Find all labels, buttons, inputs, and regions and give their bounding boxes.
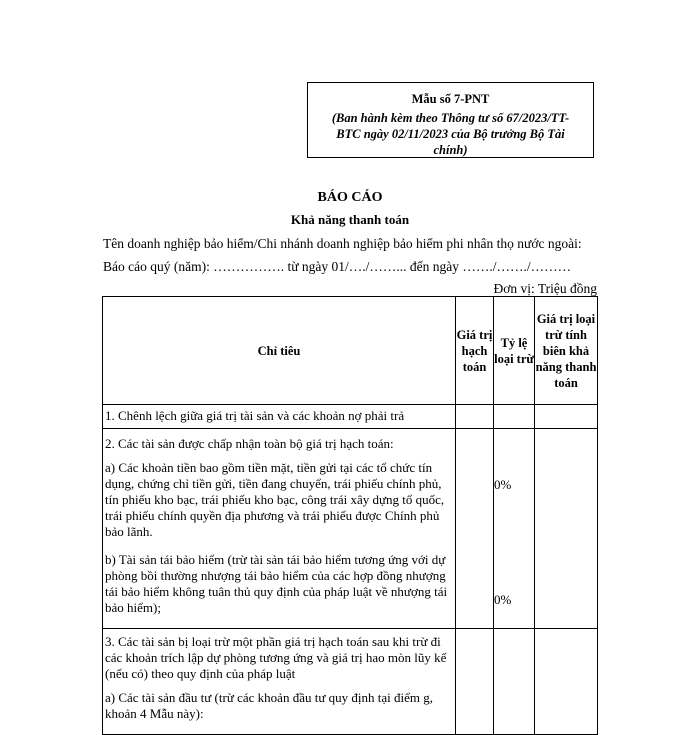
row-2a-rate: 0% xyxy=(494,477,512,492)
table-header-row xyxy=(103,297,598,405)
report-title: BÁO CÁO xyxy=(317,190,383,205)
row-3-rate[interactable] xyxy=(494,629,535,735)
row-3-excluded[interactable] xyxy=(535,629,598,735)
row-2-label-cell xyxy=(103,429,456,629)
header-exclusion-rate: Tỷ lệ loại trừ xyxy=(494,297,535,405)
report-period-line: Báo cáo quý (năm): ……………. từ ngày 01/…./……... đến ngày ……./……./……… xyxy=(103,259,572,274)
header-excluded-value: Giá trị loại trừ tính biên khả năng thanh toán xyxy=(535,297,598,405)
row-2-excluded[interactable] xyxy=(535,429,598,629)
row-1-rate[interactable] xyxy=(494,405,535,429)
table-row xyxy=(103,405,598,429)
row-2-rate-cell[interactable] xyxy=(494,429,535,629)
form-code: Mẫu số 7-PNT xyxy=(411,92,490,106)
row-1-label: 1. Chênh lệch giữa giá trị tài sản và các khoản nợ phải trả xyxy=(103,405,456,429)
row-1-excluded[interactable] xyxy=(535,405,598,429)
row-1-book-value[interactable] xyxy=(456,405,494,429)
row-2a-label: a) Các khoản tiền bao gồm tiền mặt, tiền gửi tại các tổ chức tín dụng, chứng chỉ tiền gửi, tiền đang chuyển, trái phiếu chính phủ, tín phiếu kho bạc, trái phiếu kho bạc, công trái xây dựng tổ quốc, trái phiếu chính quyền địa phương và trái phiếu được Chính phủ bảo lãnh. xyxy=(105,460,445,539)
header-indicator: Chỉ tiêu xyxy=(103,297,456,405)
row-3a-label: a) Các tài sản đầu tư (trừ các khoản đầu tư quy định tại điểm g, khoản 4 Mẫu này): xyxy=(105,690,433,721)
table-row xyxy=(103,429,598,629)
row-3-label: 3. Các tài sản bị loại trừ một phần giá trị hạch toán sau khi trừ đi các khoản trích lập dự phòng tương ứng và giá trị hao mòn lũy kế (nếu có) theo quy định của pháp luật xyxy=(105,634,447,681)
header-book-value: Giá trị hạch toán xyxy=(456,297,494,405)
row-3-label-cell xyxy=(103,629,456,735)
solvency-table xyxy=(102,296,598,735)
row-2-label: 2. Các tài sản được chấp nhận toàn bộ giá trị hạch toán: xyxy=(105,436,394,451)
currency-unit: Đơn vị: Triệu đồng xyxy=(493,281,597,296)
row-2b-rate: 0% xyxy=(494,592,512,607)
report-subtitle: Khả năng thanh toán xyxy=(290,212,410,227)
enterprise-name-line: Tên doanh nghiệp bảo hiểm/Chi nhánh doanh nghiệp bảo hiểm phi nhân thọ nước ngoài: xyxy=(103,236,582,251)
table-row xyxy=(103,629,598,735)
form-code-box xyxy=(307,82,594,158)
row-2-book-value[interactable] xyxy=(456,429,494,629)
form-issued-note: (Ban hành kèm theo Thông tư số 67/2023/TT-BTC ngày 02/11/2023 của Bộ trưởng Bộ Tài chính) xyxy=(331,111,570,157)
row-2b-label: b) Tài sản tái bảo hiểm (trừ tài sản tái bảo hiểm tương ứng với dự phòng bồi thường nhượng tái bảo hiểm của các hợp đồng nhượng tái bảo hiểm không tuân thủ quy định của pháp luật về nhượng tái bảo hiểm); xyxy=(105,552,448,615)
row-3-book-value[interactable] xyxy=(456,629,494,735)
